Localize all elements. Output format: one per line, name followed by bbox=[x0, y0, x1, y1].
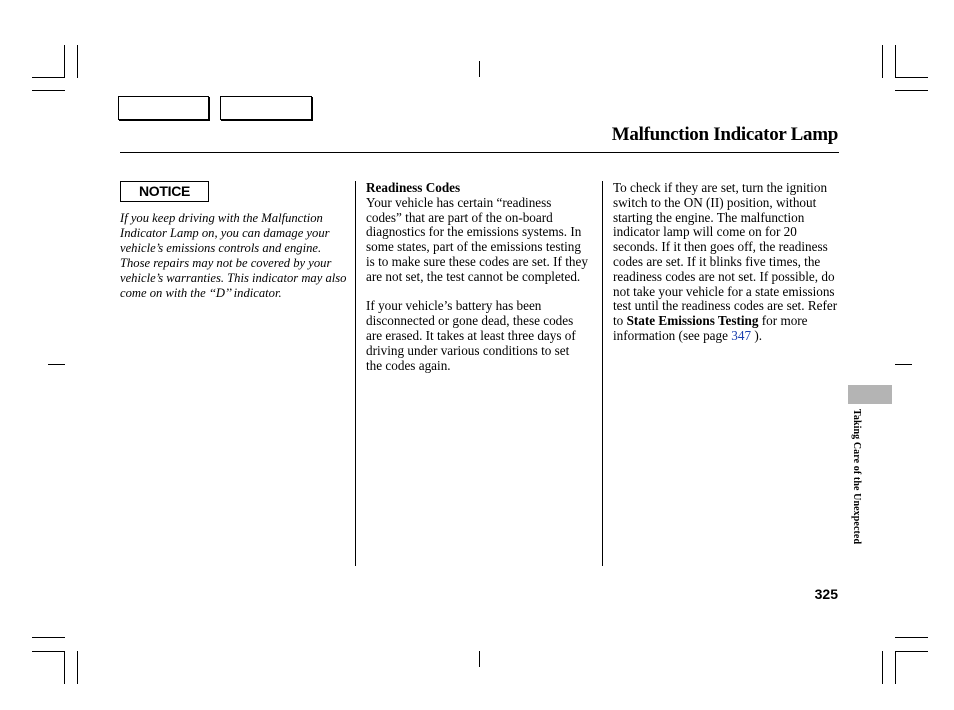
paragraph-text: ). bbox=[751, 327, 763, 343]
section-label-text: Taking Care of the Unexpected bbox=[851, 409, 862, 545]
paragraph: Your vehicle has certain “readiness codes” that are part of the on-board diagnostics for the emissions systems. In some states, part of the emissions testing is to make sure these codes are set. If they are not set, the test cannot be completed. bbox=[366, 194, 588, 284]
nav-button-next[interactable] bbox=[220, 96, 312, 120]
column-divider bbox=[602, 181, 603, 566]
section-label bbox=[848, 409, 862, 579]
notice-label: NOTICE bbox=[120, 181, 209, 202]
paragraph: If your vehicle’s battery has been disconnected or gone dead, these codes are erased. It takes at least three days of driving under various conditions to set the codes again. bbox=[366, 298, 576, 373]
section-tab bbox=[848, 385, 892, 404]
paragraph-text: for more information (see page bbox=[613, 313, 808, 343]
section-heading: Readiness Codes bbox=[366, 180, 461, 195]
paragraph bbox=[613, 181, 841, 344]
paragraph-text: To check if they are set, turn the ignition switch to the ON (II) position, without starting the engine. The malfunction indicator lamp will come on for 20 seconds. If it then goes off, the readiness codes are set. If it blinks five times, the readiness codes are not set. If possible, do not take your vehicle for a state emissions test until the readiness codes are set. Refer to bbox=[613, 180, 838, 329]
title-rule bbox=[120, 152, 839, 153]
nav-button-previous[interactable] bbox=[118, 96, 209, 120]
readiness-codes-section bbox=[366, 181, 588, 373]
column-divider bbox=[355, 181, 356, 566]
page-title: Malfunction Indicator Lamp bbox=[611, 124, 838, 145]
page-link[interactable]: 347 bbox=[731, 327, 752, 343]
cross-reference: State Emissions Testing bbox=[626, 313, 759, 329]
page-number: 325 bbox=[814, 586, 838, 602]
readiness-check-section bbox=[613, 181, 841, 344]
notice-text: If you keep driving with the Malfunction Indicator Lamp on, you can damage your vehicle’s emissions controls and engine. Those repairs may not be covered by your vehicle’s warranties. This indicator may also come on with the ‘‘D’’ indicator. bbox=[120, 211, 347, 300]
